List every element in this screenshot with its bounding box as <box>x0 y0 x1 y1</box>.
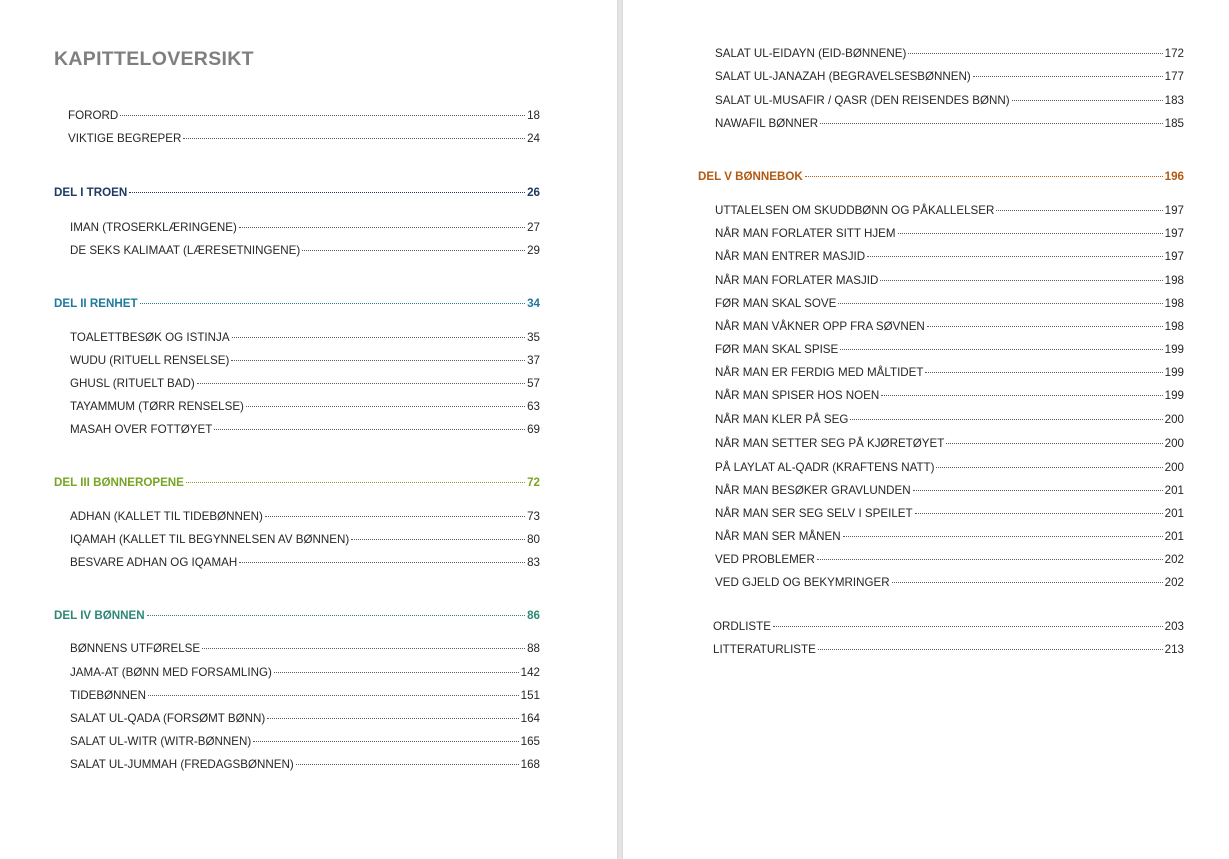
toc-entry-forord[interactable] <box>68 108 540 124</box>
toc-page-number: 172 <box>1164 47 1184 60</box>
toc-entry-label: FØR MAN SKAL SOVE <box>715 297 837 310</box>
toc-page-number: 63 <box>527 400 540 413</box>
toc-leader <box>936 467 1162 468</box>
toc-page-number: 34 <box>527 297 540 310</box>
toc-entry-label: VED GJELD OG BEKYMRINGER <box>715 576 890 589</box>
toc-leader <box>817 559 1163 560</box>
toc-entry-label: IMAN (TROSERKLÆRINGENE) <box>70 221 237 234</box>
page-title: KAPITTELOVERSIKT <box>54 48 254 70</box>
toc-entry[interactable] <box>715 93 1184 109</box>
toc-leader <box>246 406 525 407</box>
toc-entry-label: NÅR MAN FORLATER SITT HJEM <box>715 227 896 240</box>
toc-leader <box>267 718 518 719</box>
toc-page-number: 177 <box>1164 70 1184 83</box>
toc-page-number: 213 <box>1164 643 1184 656</box>
toc-entry[interactable] <box>70 688 540 704</box>
toc-entry-viktige-begreper[interactable] <box>68 131 540 147</box>
toc-page-number: 24 <box>527 132 540 145</box>
toc-page-number: 183 <box>1164 94 1184 107</box>
toc-leader <box>843 536 1163 537</box>
toc-leader <box>881 395 1162 396</box>
toc-entry-label: BESVARE ADHAN OG IQAMAH <box>70 556 238 569</box>
toc-entry[interactable] <box>70 330 540 346</box>
toc-leader <box>996 210 1162 211</box>
toc-page-number: 200 <box>1164 437 1184 450</box>
toc-entry-label: SALAT UL-WITR (WITR-BØNNEN) <box>70 735 252 748</box>
right-page <box>623 0 1229 859</box>
toc-page-number: 201 <box>1164 484 1184 497</box>
toc-entry-label: MASAH OVER FOTTØYET <box>70 423 213 436</box>
toc-page-number: 199 <box>1164 366 1184 379</box>
toc-leader <box>274 672 519 673</box>
toc-page-number: 26 <box>527 186 540 199</box>
toc-leader <box>140 303 526 304</box>
toc-page-number: 200 <box>1164 461 1184 474</box>
toc-page-number: 185 <box>1164 117 1184 130</box>
toc-leader <box>946 443 1162 444</box>
toc-entry-ordliste[interactable] <box>713 619 1184 635</box>
toc-page-number: 198 <box>1164 274 1184 287</box>
toc-entry-label: FØR MAN SKAL SPISE <box>715 343 839 356</box>
toc-page-number: 88 <box>527 642 540 655</box>
toc-part-del-5[interactable] <box>698 169 1184 185</box>
toc-entry-label: DE SEKS KALIMAAT (LÆRESETNINGENE) <box>70 244 301 257</box>
toc-page-number: 57 <box>527 377 540 390</box>
toc-entry[interactable] <box>715 529 1184 545</box>
toc-part-del-4[interactable] <box>54 608 540 624</box>
toc-page-number: 203 <box>1164 620 1184 633</box>
toc-entry[interactable] <box>70 665 540 681</box>
toc-entry-label: NÅR MAN KLER PÅ SEG <box>715 413 849 426</box>
toc-entry-label: VED PROBLEMER <box>715 553 815 566</box>
toc-part-label: DEL IV BØNNEN <box>54 609 145 622</box>
toc-entry[interactable] <box>715 69 1184 85</box>
toc-entry-label: SALAT UL-QADA (FORSØMT BØNN) <box>70 712 266 725</box>
toc-entry[interactable] <box>715 388 1184 404</box>
toc-leader <box>148 695 519 696</box>
toc-page-number: 202 <box>1164 576 1184 589</box>
toc-leader <box>818 649 1163 650</box>
toc-leader <box>1012 100 1163 101</box>
toc-entry[interactable] <box>70 555 540 571</box>
toc-leader <box>265 516 525 517</box>
toc-entry[interactable] <box>715 273 1184 289</box>
toc-entry-litteraturliste[interactable] <box>713 642 1184 658</box>
toc-leader <box>232 337 526 338</box>
toc-entry[interactable] <box>715 249 1184 265</box>
toc-page-number: 151 <box>520 689 540 702</box>
toc-page-number: 80 <box>527 533 540 546</box>
toc-leader <box>973 76 1163 77</box>
toc-leader <box>296 764 519 765</box>
toc-leader <box>805 176 1163 177</box>
toc-page-number: 201 <box>1164 530 1184 543</box>
toc-leader <box>120 115 525 116</box>
toc-entry[interactable] <box>715 203 1184 219</box>
toc-entry-label: NÅR MAN SER MÅNEN <box>715 530 841 543</box>
toc-page-number: 201 <box>1164 507 1184 520</box>
toc-entry-label: NÅR MAN VÅKNER OPP FRA SØVNEN <box>715 320 925 333</box>
toc-page-number: 142 <box>520 666 540 679</box>
toc-leader <box>147 615 525 616</box>
toc-part-del-2[interactable] <box>54 296 540 312</box>
toc-entry[interactable] <box>70 243 540 259</box>
toc-page-number: 35 <box>527 331 540 344</box>
toc-leader <box>202 648 525 649</box>
toc-leader <box>186 482 525 483</box>
toc-entry[interactable] <box>70 711 540 727</box>
toc-leader <box>239 227 525 228</box>
toc-entry-label: GHUSL (RITUELT BAD) <box>70 377 195 390</box>
toc-entry-label: NAWAFIL BØNNER <box>715 117 819 130</box>
toc-leader <box>840 349 1162 350</box>
toc-entry-label: TOALETTBESØK OG ISTINJA <box>70 331 230 344</box>
toc-entry-label: SALAT UL-JUMMAH (FREDAGSBØNNEN) <box>70 758 294 771</box>
toc-entry[interactable] <box>70 641 540 657</box>
toc-page-number: 69 <box>527 423 540 436</box>
toc-part-label: DEL III BØNNEROPENE <box>54 476 184 489</box>
toc-entry-label: NÅR MAN SER SEG SELV I SPEILET <box>715 507 913 520</box>
toc-entry[interactable] <box>715 460 1184 476</box>
toc-part-label: DEL II RENHET <box>54 297 138 310</box>
toc-part-label: DEL I TROEN <box>54 186 128 199</box>
toc-entry[interactable] <box>715 483 1184 499</box>
toc-leader <box>197 383 525 384</box>
toc-entry[interactable] <box>70 399 540 415</box>
toc-page-number: 200 <box>1164 413 1184 426</box>
toc-page-number: 73 <box>527 510 540 523</box>
toc-part-label: DEL V BØNNEBOK <box>698 170 803 183</box>
toc-entry[interactable] <box>715 575 1184 591</box>
toc-leader <box>908 53 1162 54</box>
toc-leader <box>351 539 525 540</box>
toc-entry[interactable] <box>715 552 1184 568</box>
toc-leader <box>129 192 525 193</box>
toc-page-number: 83 <box>527 556 540 569</box>
toc-entry[interactable] <box>70 376 540 392</box>
toc-page-number: 72 <box>527 476 540 489</box>
toc-leader <box>183 138 525 139</box>
toc-page-number: 197 <box>1164 250 1184 263</box>
toc-leader <box>214 429 525 430</box>
toc-page-number: 86 <box>527 609 540 622</box>
toc-page-number: 18 <box>527 109 540 122</box>
toc-leader <box>253 741 518 742</box>
toc-entry-label: NÅR MAN BESØKER GRAVLUNDEN <box>715 484 911 497</box>
toc-entry-label: LITTERATURLISTE <box>713 643 816 656</box>
toc-leader <box>892 582 1163 583</box>
toc-page-number: 164 <box>520 712 540 725</box>
toc-entry-label: NÅR MAN SPISER HOS NOEN <box>715 389 880 402</box>
toc-page-number: 199 <box>1164 389 1184 402</box>
toc-entry-label: NÅR MAN SETTER SEG PÅ KJØRETØYET <box>715 437 945 450</box>
toc-entry[interactable] <box>715 296 1184 312</box>
toc-entry[interactable] <box>70 757 540 773</box>
toc-entry-label: ORDLISTE <box>713 620 771 633</box>
toc-leader <box>925 372 1162 373</box>
toc-entry[interactable] <box>70 220 540 236</box>
toc-entry-label: UTTALELSEN OM SKUDDBØNN OG PÅKALLELSER <box>715 204 995 217</box>
toc-leader <box>773 626 1163 627</box>
toc-entry-label: ADHAN (KALLET TIL TIDEBØNNEN) <box>70 510 263 523</box>
toc-entry[interactable] <box>715 116 1184 132</box>
toc-page-number: 37 <box>527 354 540 367</box>
toc-page-number: 198 <box>1164 320 1184 333</box>
toc-page-number: 199 <box>1164 343 1184 356</box>
toc-page-number: 197 <box>1164 204 1184 217</box>
toc-entry-label: NÅR MAN ENTRER MASJID <box>715 250 866 263</box>
toc-page-number: 197 <box>1164 227 1184 240</box>
toc-entry-label: SALAT UL-MUSAFIR / QASR (DEN REISENDES BØNN) <box>715 94 1010 107</box>
toc-leader <box>915 513 1163 514</box>
toc-leader <box>302 250 525 251</box>
toc-leader <box>898 233 1163 234</box>
toc-leader <box>880 280 1162 281</box>
toc-part-del-3[interactable] <box>54 475 540 491</box>
toc-entry[interactable] <box>715 46 1184 62</box>
toc-leader <box>820 123 1163 124</box>
toc-entry-label: SALAT UL-EIDAYN (EID-BØNNENE) <box>715 47 907 60</box>
toc-entry[interactable] <box>715 365 1184 381</box>
toc-part-del-1[interactable] <box>54 185 540 201</box>
toc-page-number: 198 <box>1164 297 1184 310</box>
toc-entry-label: WUDU (RITUELL RENSELSE) <box>70 354 230 367</box>
toc-leader <box>838 303 1162 304</box>
toc-leader <box>231 360 525 361</box>
toc-entry[interactable] <box>715 506 1184 522</box>
toc-page-number: 27 <box>527 221 540 234</box>
toc-entry[interactable] <box>715 342 1184 358</box>
toc-entry-label: TIDEBØNNEN <box>70 689 147 702</box>
toc-page-number: 196 <box>1164 170 1184 183</box>
toc-leader <box>867 256 1163 257</box>
toc-entry-label: NÅR MAN FORLATER MASJID <box>715 274 879 287</box>
toc-entry[interactable] <box>715 226 1184 242</box>
toc-entry-label: FORORD <box>68 109 119 122</box>
toc-entry-label: TAYAMMUM (TØRR RENSELSE) <box>70 400 244 413</box>
toc-page-number: 202 <box>1164 553 1184 566</box>
toc-page-number: 165 <box>520 735 540 748</box>
toc-entry-label: PÅ LAYLAT AL-QADR (KRAFTENS NATT) <box>715 461 935 474</box>
toc-entry-label: IQAMAH (KALLET TIL BEGYNNELSEN AV BØNNEN) <box>70 533 350 546</box>
toc-page-number: 29 <box>527 244 540 257</box>
toc-leader <box>927 326 1163 327</box>
toc-entry[interactable] <box>70 353 540 369</box>
toc-entry-label: VIKTIGE BEGREPER <box>68 132 182 145</box>
toc-entry[interactable] <box>70 422 540 438</box>
toc-entry[interactable] <box>70 734 540 750</box>
toc-entry[interactable] <box>70 509 540 525</box>
toc-leader <box>850 419 1162 420</box>
toc-entry[interactable] <box>715 436 1184 452</box>
toc-entry-label: BØNNENS UTFØRELSE <box>70 642 201 655</box>
toc-entry-label: NÅR MAN ER FERDIG MED MÅLTIDET <box>715 366 924 379</box>
toc-entry-label: SALAT UL-JANAZAH (BEGRAVELSESBØNNEN) <box>715 70 971 83</box>
toc-entry-label: JAMA-AT (BØNN MED FORSAMLING) <box>70 666 272 679</box>
toc-leader <box>239 562 525 563</box>
toc-entry[interactable] <box>70 532 540 548</box>
toc-entry[interactable] <box>715 412 1184 428</box>
toc-leader <box>913 490 1163 491</box>
toc-page-number: 168 <box>520 758 540 771</box>
toc-entry[interactable] <box>715 319 1184 335</box>
